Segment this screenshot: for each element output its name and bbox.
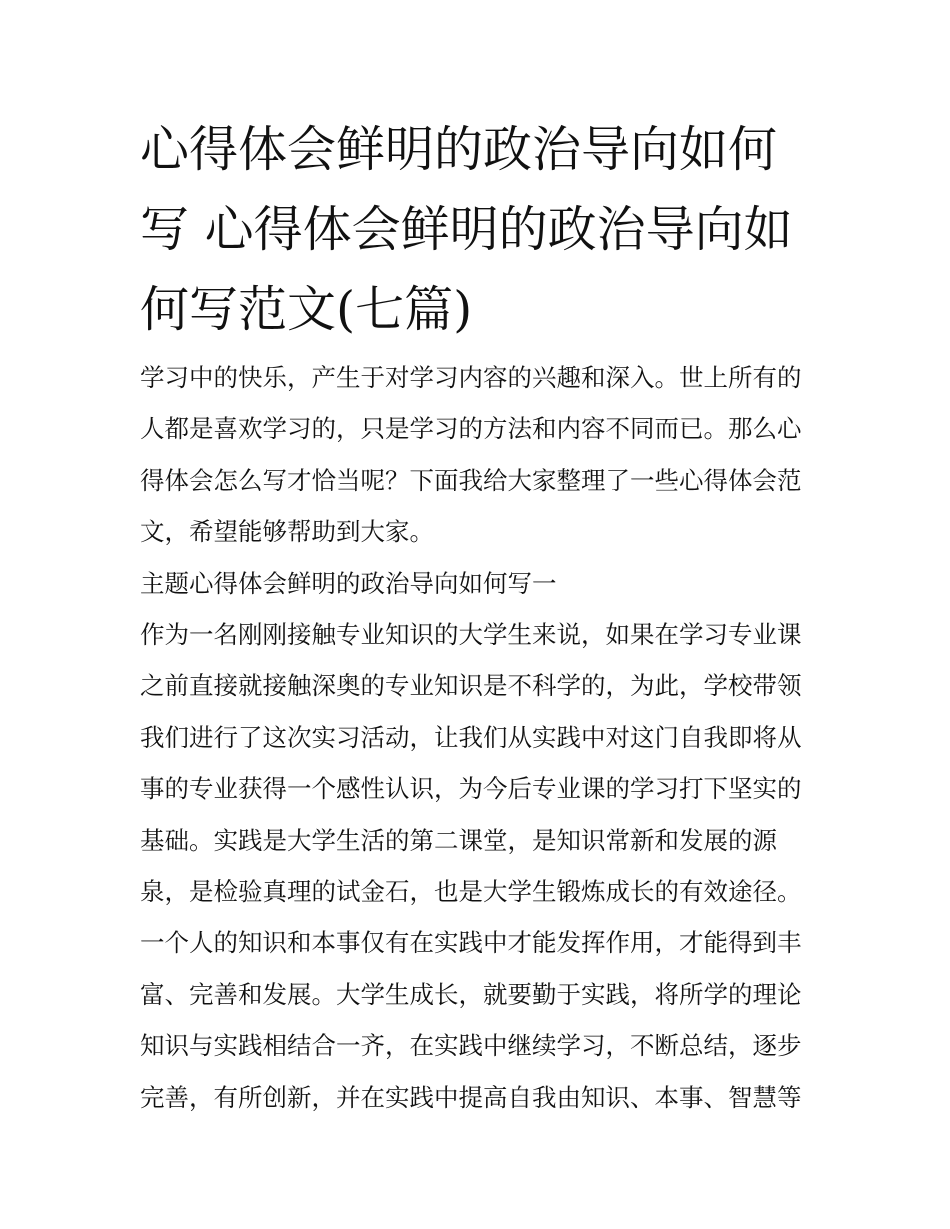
document-title <box>140 110 830 350</box>
body-paragraph-line: 之前直接就接触深奥的专业知识是不科学的，为此，学校带领 <box>140 671 802 701</box>
body-paragraph-line: 泉，是检验真理的试金石，也是大学生锻炼成长的有效途径。 <box>140 877 802 907</box>
body-paragraph-line: 一个人的知识和本事仅有在实践中才能发挥作用，才能得到丰 <box>140 928 802 958</box>
body-paragraph-line: 事的专业获得一个感性认识，为今后专业课的学习打下坚实的 <box>140 774 802 804</box>
intro-paragraph-line: 学习中的快乐，产生于对学习内容的兴趣和深入。世上所有的 <box>140 363 802 392</box>
body-paragraph-line: 富、完善和发展。大学生成长，就要勤于实践，将所学的理论 <box>140 979 802 1009</box>
title-line: 何写范文(七篇) <box>140 281 473 338</box>
title-line: 心得体会鲜明的政治导向如何 <box>140 121 778 178</box>
body-paragraph-line: 知识与实践相结合一齐，在实践中继续学习，不断总结，逐步 <box>140 1031 802 1061</box>
document-body <box>140 352 830 1123</box>
body-paragraph-line: 基础。实践是大学生活的第二课堂，是知识常新和发展的源 <box>140 825 777 855</box>
body-paragraph-line: 作为一名刚刚接触专业知识的大学生来说，如果在学习专业课 <box>140 620 802 650</box>
intro-paragraph-line: 得体会怎么写才恰当呢？下面我给大家整理了一些心得体会范 <box>140 465 802 495</box>
section-heading: 主题心得体会鲜明的政治导向如何写一 <box>140 568 557 598</box>
body-paragraph-line: 完善，有所创新，并在实践中提高自我由知识、本事、智慧等 <box>140 1082 802 1112</box>
body-paragraph-line: 我们进行了这次实习活动，让我们从实践中对这门自我即将从 <box>140 722 802 752</box>
intro-paragraph-line: 文，希望能够帮助到大家。 <box>140 517 434 547</box>
title-line: 写 心得体会鲜明的政治导向如 <box>140 201 793 258</box>
intro-paragraph-line: 人都是喜欢学习的，只是学习的方法和内容不同而已。那么心 <box>140 414 802 444</box>
